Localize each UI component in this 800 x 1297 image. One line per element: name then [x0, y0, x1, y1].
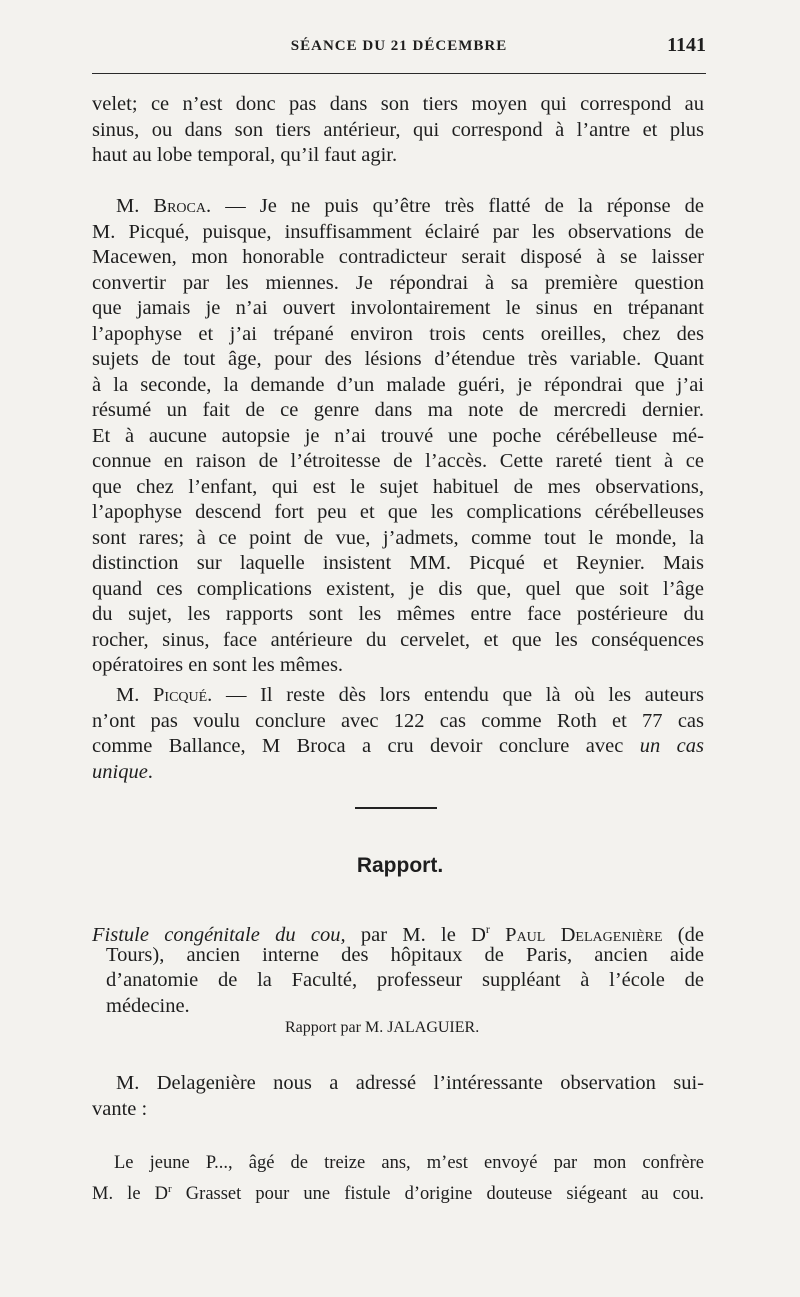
text-line: que jamais je n’ai ouvert involontairement le sinus en trépanant: [92, 297, 704, 319]
text-line: convertir par les miennes. Je répondrai à sa première question: [92, 271, 704, 294]
text-line: [92, 683, 704, 709]
report-title: Fistule congénitale du cou,: [92, 923, 346, 946]
text-line: velet; ce n’est donc pas dans son tiers moyen qui correspond au: [92, 93, 704, 115]
text-line: que chez l’enfant, qui est le sujet habituel de mes observations,: [92, 475, 704, 498]
text-line: quand ces complications existent, je dis que, quel que soit l’âge: [92, 577, 704, 600]
text-line: d’anatomie de la Faculté, professeur suppléant à l’école de: [106, 969, 704, 991]
text-line: [92, 917, 704, 946]
text-span: par M. le D: [345, 923, 486, 946]
text-line: M. Delagenière nous a adressé l’intéressante observation sui-: [116, 1072, 704, 1094]
text-span: .: [147, 760, 153, 783]
text-line: rocher, sinus, face antérieure du cervelet, et que les conséquences: [92, 628, 704, 651]
speaker-name: M. Picqué.: [116, 684, 213, 706]
speech-text: — Il reste dès lors entendu que là où les auteurs: [212, 684, 704, 706]
text-line: M. Picqué, puisque, insuffisamment éclairé par les observations de: [92, 220, 704, 243]
superscript: r: [168, 1183, 172, 1195]
text-line: Le jeune P..., âgé de treize ans, m’est envoyé par mon confrère: [114, 1153, 704, 1173]
text-line: résumé un fait de ce genre dans ma note de mercredi dernier.: [92, 399, 704, 421]
text-line: Macewen, mon honorable contradicteur serait disposé à se laisser: [92, 246, 704, 268]
text-line: sont rares; à ce point de vue, j’admets, comme tout le monde, la: [92, 526, 704, 549]
text-line: haut au lobe temporal, qu’il faut agir.: [92, 144, 398, 166]
section-heading: Rapport.: [356, 854, 444, 877]
text-line: opératoires en sont les mêmes.: [92, 654, 344, 676]
text-line: Tours), ancien interne des hôpitaux de Paris, ancien aide: [106, 943, 704, 966]
text-line: l’apophyse descend fort peu et que les complications cérébelleuses: [92, 501, 704, 523]
text-line: n’ont pas voulu conclure avec 122 cas comme Roth et 77 cas: [92, 709, 704, 732]
report-byline: Rapport par M. JALAGUIER.: [285, 1019, 480, 1036]
speaker-name: M. Broca.: [116, 195, 212, 217]
text-span: (de: [662, 923, 704, 946]
emphasis-text: un cas: [639, 735, 704, 757]
text-line: [92, 194, 704, 220]
text-line: à la seconde, la demande d’un malade guéri, je répondrai que j’ai: [92, 373, 704, 396]
text-line: vante :: [92, 1097, 148, 1120]
paragraph-continuation: [92, 92, 704, 169]
text-line: sinus, ou dans son tiers antérieur, qui correspond à l’antre et plus: [92, 118, 704, 141]
paragraph-delageniere: [92, 1071, 704, 1122]
text-line: connue en raison de l’étroitesse de l’accès. Cette rareté tient à ce: [92, 450, 704, 472]
superscript: r: [485, 922, 490, 936]
header-title: SÉANCE DU 21 DÉCEMBRE: [290, 38, 508, 54]
text-span: M. le D: [92, 1184, 169, 1205]
text-span: comme Ballance, M Broca a cru devoir conclure avec: [92, 735, 640, 757]
speech-text: — Je ne puis qu’être très flatté de la réponse de: [211, 195, 704, 217]
text-line: [92, 1176, 704, 1205]
text-line: l’apophyse et j’ai trépané environ trois cents oreilles, chez des: [92, 322, 704, 345]
text-line: distinction sur laquelle insistent MM. Picqué et Reynier. Mais: [92, 552, 704, 574]
page-number: 1141: [667, 34, 706, 56]
section-separator: [355, 807, 437, 809]
running-header: [92, 34, 706, 60]
text-line: du sujet, les rapports sont les mêmes entre face postérieure du: [92, 603, 704, 625]
header-rule: [92, 73, 706, 74]
text-span: Grasset pour une fistule d’origine douteuse siégeant au cou.: [171, 1184, 704, 1205]
text-line: sujets de tout âge, pour des lésions d’étendue très variable. Quant: [92, 348, 704, 370]
text-line: [92, 734, 704, 760]
paragraph-picque: [92, 683, 704, 785]
report-title-entry: [92, 917, 704, 1019]
text-line: Et à aucune autopsie je n’ai trouvé une poche cérébelleuse mé-: [92, 424, 704, 447]
emphasis-text: unique: [92, 760, 148, 783]
paragraph-broca: [92, 194, 704, 679]
text-line: médecine.: [106, 994, 190, 1017]
author-name: Paul Delagenière: [489, 923, 663, 946]
text-line: [92, 760, 704, 786]
paragraph-observation: [92, 1150, 704, 1205]
